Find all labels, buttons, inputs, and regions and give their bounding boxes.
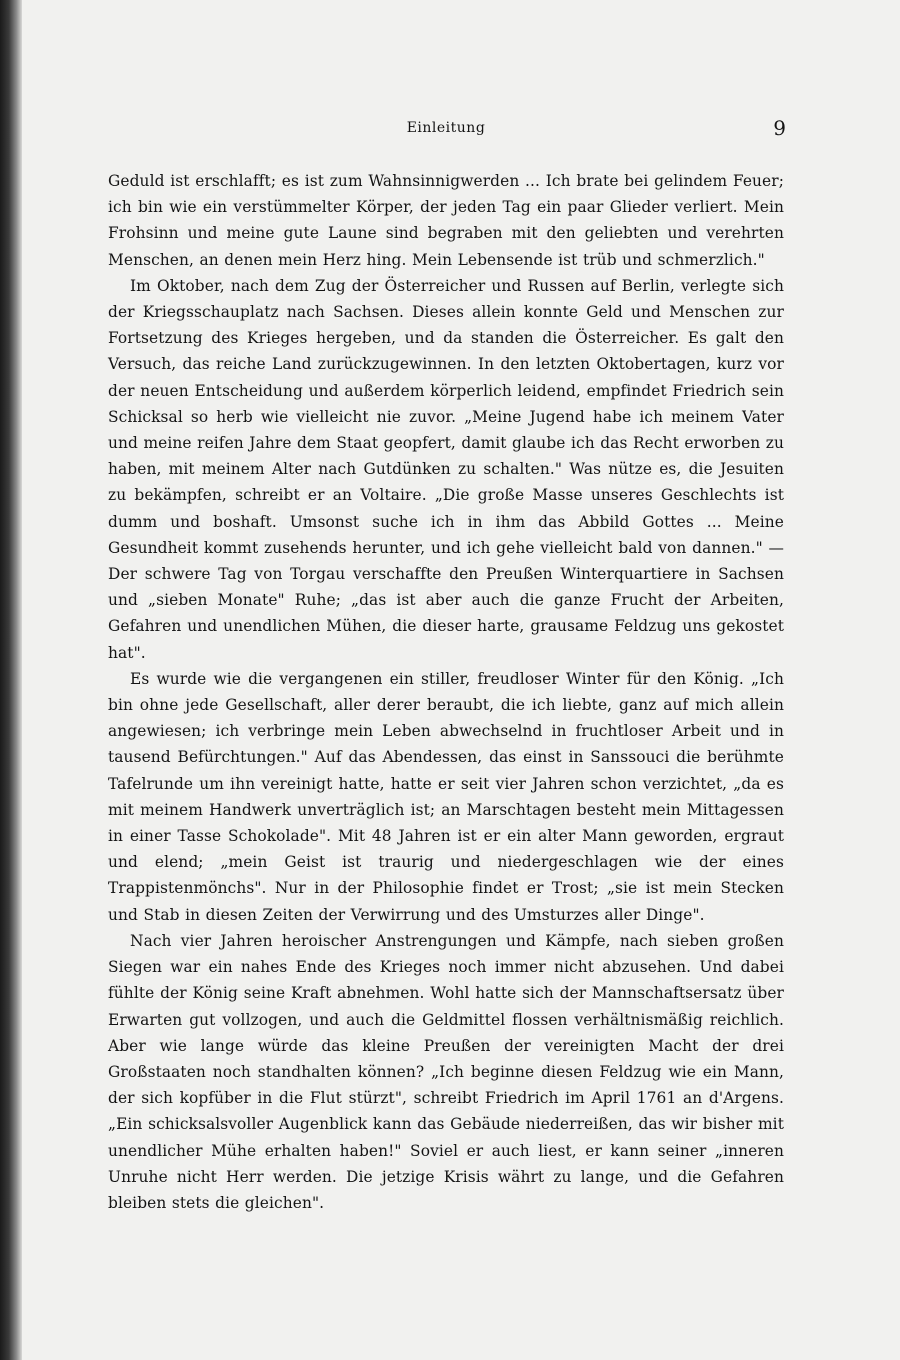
paragraph: Im Oktober, nach dem Zug der Österreicher und Russen auf Berlin, verlegte sich der Kriegsschauplatz nach Sachsen. Dieses allein konnte Geld und Menschen zur Fortsetzung des Krieges hergeben, und da standen die Österreicher. Es galt den Versuch, das reiche Land zurückzugewinnen. In den letzten Oktobertagen, kurz vor der neuen Entscheidung und außerdem körperlich leidend, empfindet Friedrich sein Schicksal so herb wie vielleicht nie zuvor. „Meine Jugend habe ich meinem Vater und meine reifen Jahre dem Staat geopfert, damit glaube ich das Recht erworben zu haben, mit meinem Alter nach Gutdünken zu schalten." Was nütze es, die Jesuiten zu bekämpfen, schreibt er an Voltaire. „Die große Masse unseres Geschlechts ist dumm und boshaft. Umsonst suche ich in ihm das Abbild Gottes ... Meine Gesundheit kommt zusehends herunter, und ich gehe vielleicht bald von dannen." — Der schwere Tag von Torgau verschaffte den Preußen Winterquartiere in Sachsen und „sieben Monate" Ruhe; „das ist aber auch die ganze Frucht der Arbeiten, Gefahren und unendlichen Mühen, die dieser harte, grausame Feldzug uns gekostet hat".	[108, 276, 784, 662]
body-text	[108, 168, 784, 1216]
scan-binding-shadow	[0, 0, 22, 1360]
paragraph: Nach vier Jahren heroischer Anstrengungen und Kämpfe, nach sieben großen Siegen war ein nahes Ende des Krieges noch immer nicht abzusehen. Und dabei fühlte der König seine Kraft abnehmen. Wohl hatte sich der Mannschaftsersatz über Erwarten gut vollzogen, und auch die Geldmittel flossen verhältnismäßig reichlich. Aber wie lange würde das kleine Preußen der vereinigten Macht der drei Großstaaten noch standhalten können? „Ich beginne diesen Feldzug wie ein Mann, der sich kopfüber in die Flut stürzt", schreibt Friedrich im April 1761 an d'Argens. „Ein schicksalsvoller Augenblick kann das Gebäude niederreißen, das wir bisher mit unendlicher Mühe erhalten haben!" Soviel er auch liest, er kann seiner „inneren Unruhe nicht Herr werden. Die jetzige Krisis währt zu lange, und die Gefahren bleiben stets die gleichen".	[108, 931, 784, 1212]
page-number: 9	[773, 116, 786, 140]
running-head	[108, 118, 784, 154]
running-title: Einleitung	[406, 120, 486, 136]
paragraph: Es wurde wie die vergangenen ein stiller, freudloser Winter für den König. „Ich bin ohne jede Gesellschaft, aller derer beraubt, die ich liebte, ganz auf mich allein angewiesen; ich verbringe mein Leben abwechselnd in fruchtloser Arbeit und in tausend Befürchtungen." Auf das Abendessen, das einst in Sanssouci die berühmte Tafelrunde um ihn vereinigt hatte, hatte er seit vier Jahren schon verzichtet, „da es mit meinem Handwerk unverträglich ist; an Marschtagen besteht mein Mittagessen in einer Tasse Schokolade". Mit 48 Jahren ist er ein alter Mann geworden, ergraut und elend; „mein Geist ist traurig und niedergeschlagen wie der eines Trappistenmönchs". Nur in der Philosophie findet er Trost; „sie ist mein Stecken und Stab in diesen Zeiten der Verwirrung und des Umsturzes aller Dinge".	[108, 669, 784, 924]
book-page	[108, 118, 784, 1216]
paragraph-continued: Geduld ist erschlafft; es ist zum Wahnsinnigwerden ... Ich brate bei gelindem Feuer; ich bin wie ein verstümmelter Körper, der jeden Tag ein paar Glieder verliert. Mein Frohsinn und meine gute Laune sind begraben mit den geliebten und verehrten Menschen, an denen mein Herz hing. Mein Lebensende ist trüb und schmerzlich."	[108, 172, 784, 269]
